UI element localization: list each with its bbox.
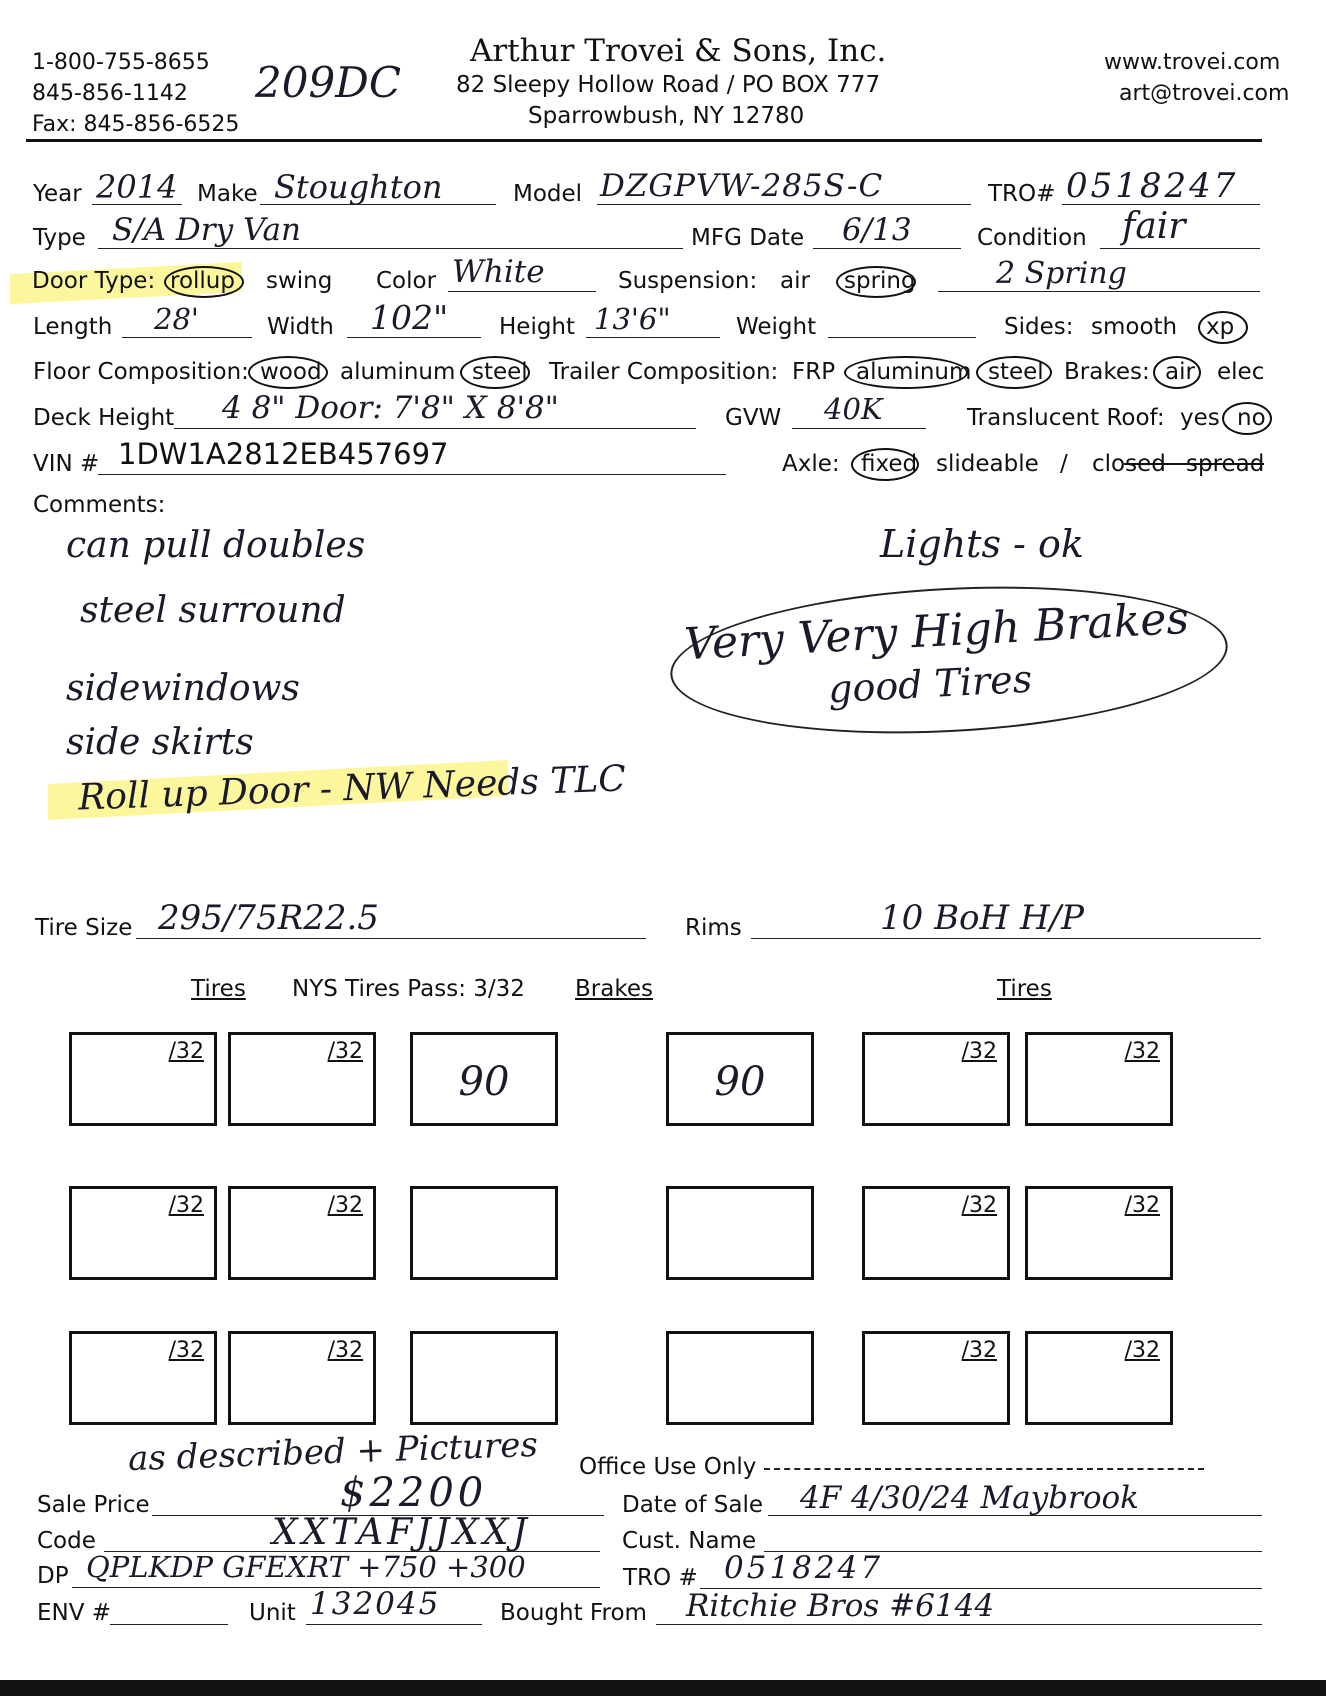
brake-box-r2-left bbox=[410, 1186, 558, 1280]
height-value: 13'6" bbox=[594, 302, 671, 336]
door-rollup-option: rollup bbox=[170, 268, 235, 294]
tire-box-r1-c6 bbox=[1025, 1032, 1173, 1126]
year-value: 2014 bbox=[96, 168, 178, 206]
vin-line bbox=[98, 474, 726, 475]
tire-fraction: /32 bbox=[1124, 1039, 1160, 1064]
company-name: Arthur Trovei & Sons, Inc. bbox=[470, 33, 887, 69]
bought-from-line bbox=[656, 1624, 1262, 1625]
width-value: 102" bbox=[370, 298, 449, 337]
floor-wood-circle bbox=[248, 356, 328, 389]
tire-box-r3-c5 bbox=[862, 1331, 1010, 1425]
code-value: XXTAFJJXXJ bbox=[272, 1512, 531, 1553]
width-line bbox=[347, 337, 481, 338]
weight-line bbox=[828, 337, 976, 338]
office-tro-label: TRO # bbox=[623, 1565, 698, 1591]
brake-value: 90 bbox=[458, 1059, 510, 1105]
cust-name-label: Cust. Name bbox=[622, 1528, 757, 1554]
office-tro-value: 0518247 bbox=[724, 1550, 884, 1586]
rims-label: Rims bbox=[685, 915, 742, 941]
brakes-air-circle bbox=[1153, 356, 1201, 389]
date-of-sale-value: 4F 4/30/24 Maybrook bbox=[800, 1480, 1139, 1516]
floor-steel-option: steel bbox=[472, 359, 528, 385]
suspension-spring-circle bbox=[836, 266, 916, 298]
vin-label: VIN # bbox=[33, 451, 100, 477]
scan-edge bbox=[0, 1680, 1326, 1696]
tro-label: TRO# bbox=[988, 181, 1056, 207]
width-label: Width bbox=[267, 314, 334, 340]
tire-fraction: /32 bbox=[1124, 1338, 1160, 1363]
axle-fixed-circle bbox=[851, 448, 919, 481]
tire-box-r1-c5 bbox=[862, 1032, 1010, 1126]
length-line bbox=[122, 337, 252, 338]
floor-wood-option: wood bbox=[260, 359, 322, 385]
height-line bbox=[586, 337, 720, 338]
brake-value: 90 bbox=[714, 1059, 766, 1105]
condition-value: fair bbox=[1122, 206, 1186, 247]
brake-box-r3-left bbox=[410, 1331, 558, 1425]
brakes-label: Brakes: bbox=[1064, 359, 1150, 385]
door-rollup-circle bbox=[164, 266, 244, 298]
tire-fraction: /32 bbox=[327, 1039, 363, 1064]
deck-height-label: Deck Height bbox=[33, 405, 175, 431]
condition-label: Condition bbox=[977, 225, 1087, 251]
axle-spread-option: spread bbox=[1186, 451, 1265, 477]
type-value: S/A Dry Van bbox=[112, 212, 301, 248]
tire-box-r3-c1 bbox=[69, 1331, 217, 1425]
tire-fraction: /32 bbox=[1124, 1193, 1160, 1218]
dp-label: DP bbox=[37, 1563, 69, 1589]
phone-2: 845-856-1142 bbox=[32, 81, 188, 106]
suspension-line bbox=[938, 291, 1260, 292]
sides-smooth-option: smooth bbox=[1091, 314, 1178, 340]
deck-height-value: 4 8" Door: 7'8" X 8'8" bbox=[222, 390, 559, 426]
trailer-composition-label: Trailer Composition: bbox=[549, 359, 779, 385]
sale-price-label: Sale Price bbox=[37, 1492, 150, 1518]
office-use-dashes bbox=[764, 1468, 1204, 1470]
sides-label: Sides: bbox=[1004, 314, 1074, 340]
model-line bbox=[597, 204, 971, 205]
roof-no-circle bbox=[1222, 402, 1272, 435]
dp-value: QPLKDP GFEXRT +750 +300 bbox=[86, 1550, 526, 1584]
brake-box-r1-left bbox=[410, 1032, 558, 1126]
tire-fraction: /32 bbox=[327, 1338, 363, 1363]
brake-box-r3-right bbox=[666, 1331, 814, 1425]
brakes-header: Brakes bbox=[575, 976, 653, 1002]
comment-line-4: side skirts bbox=[66, 722, 254, 763]
length-label: Length bbox=[33, 314, 113, 340]
tire-box-r2-c6 bbox=[1025, 1186, 1173, 1280]
trailer-steel-option: steel bbox=[988, 359, 1044, 385]
comment-line-3: sidewindows bbox=[66, 668, 300, 709]
tire-size-value: 295/75R22.5 bbox=[158, 898, 379, 938]
color-line bbox=[448, 291, 596, 292]
axle-label: Axle: bbox=[782, 451, 840, 477]
handwritten-code: 209DC bbox=[255, 58, 401, 107]
mfg-date-label: MFG Date bbox=[691, 225, 805, 251]
gvw-line bbox=[792, 428, 926, 429]
env-line bbox=[110, 1624, 228, 1625]
sides-xp-option: xp bbox=[1206, 314, 1235, 340]
unit-label: Unit bbox=[249, 1600, 296, 1626]
make-label: Make bbox=[197, 181, 258, 207]
nys-tires-pass: NYS Tires Pass: 3/32 bbox=[292, 976, 525, 1002]
type-label: Type bbox=[33, 225, 86, 251]
tire-fraction: /32 bbox=[168, 1039, 204, 1064]
tire-fraction: /32 bbox=[168, 1193, 204, 1218]
company-address-2: Sparrowbush, NY 12780 bbox=[528, 103, 805, 129]
tire-box-r2-c1 bbox=[69, 1186, 217, 1280]
door-swing-option: swing bbox=[266, 268, 333, 294]
tro-value: 0518247 bbox=[1066, 166, 1239, 206]
suspension-spring-option: spring bbox=[844, 268, 916, 294]
axle-strike-line bbox=[1124, 463, 1264, 465]
model-label: Model bbox=[513, 181, 583, 207]
tire-box-r1-c2 bbox=[228, 1032, 376, 1126]
door-type-label: Door Type: bbox=[32, 268, 156, 294]
unit-line bbox=[306, 1624, 482, 1625]
fax-number: Fax: 845-856-6525 bbox=[32, 112, 240, 137]
type-line bbox=[98, 248, 683, 249]
tire-box-r2-c2 bbox=[228, 1186, 376, 1280]
suspension-air-option: air bbox=[780, 268, 810, 294]
phone-1: 1-800-755-8655 bbox=[32, 50, 210, 75]
office-note: as described + Pictures bbox=[127, 1424, 539, 1480]
tires-right-header: Tires bbox=[997, 976, 1052, 1002]
trailer-frp-option: FRP bbox=[792, 359, 836, 385]
axle-separator: / bbox=[1060, 451, 1068, 477]
code-label: Code bbox=[37, 1528, 96, 1554]
tire-size-line bbox=[136, 938, 646, 939]
company-website: www.trovei.com bbox=[1104, 50, 1281, 75]
tire-size-label: Tire Size bbox=[35, 915, 133, 941]
tire-fraction: /32 bbox=[961, 1039, 997, 1064]
tire-fraction: /32 bbox=[961, 1338, 997, 1363]
brakes-note-line-1: Very Very High Brakes bbox=[683, 592, 1191, 671]
axle-slideable-option: slideable bbox=[936, 451, 1039, 477]
axle-fixed-option: fixed bbox=[861, 451, 918, 477]
condition-line bbox=[1100, 248, 1260, 249]
height-label: Height bbox=[499, 314, 576, 340]
company-address-1: 82 Sleepy Hollow Road / PO BOX 777 bbox=[456, 72, 881, 98]
suspension-label: Suspension: bbox=[618, 268, 758, 294]
mfg-date-value: 6/13 bbox=[842, 212, 912, 248]
rims-line bbox=[751, 938, 1261, 939]
tire-box-r1-c1 bbox=[69, 1032, 217, 1126]
suspension-note: 2 Spring bbox=[996, 256, 1127, 291]
bought-from-value: Ritchie Bros #6144 bbox=[686, 1588, 995, 1624]
make-value: Stoughton bbox=[274, 168, 443, 206]
rims-value: 10 BoH H/P bbox=[880, 898, 1084, 938]
brakes-elec-option: elec bbox=[1217, 359, 1265, 385]
tire-box-r3-c6 bbox=[1025, 1331, 1173, 1425]
roof-yes-option: yes bbox=[1180, 405, 1220, 431]
floor-composition-label: Floor Composition: bbox=[33, 359, 249, 385]
floor-steel-circle bbox=[460, 356, 530, 389]
tires-left-header: Tires bbox=[191, 976, 246, 1002]
translucent-roof-label: Translucent Roof: bbox=[967, 405, 1165, 431]
gvw-label: GVW bbox=[725, 405, 782, 431]
sides-xp-circle bbox=[1198, 311, 1248, 344]
tire-fraction: /32 bbox=[327, 1193, 363, 1218]
vin-value: 1DW1A2812EB457697 bbox=[118, 437, 449, 471]
deck-height-line bbox=[174, 428, 696, 429]
comment-line-5: Roll up Door - NW Needs TLC bbox=[77, 758, 627, 819]
trailer-steel-circle bbox=[976, 356, 1052, 389]
brakes-note-line-2: good Tires bbox=[826, 656, 1034, 712]
tire-fraction: /32 bbox=[961, 1193, 997, 1218]
gvw-value: 40K bbox=[824, 392, 883, 426]
company-email: art@trovei.com bbox=[1119, 81, 1290, 106]
tire-fraction: /32 bbox=[168, 1338, 204, 1363]
sale-price-value: $2200 bbox=[340, 1470, 488, 1516]
mfg-date-line bbox=[813, 248, 961, 249]
brake-box-r2-right bbox=[666, 1186, 814, 1280]
tire-box-r2-c5 bbox=[862, 1186, 1010, 1280]
lights-note: Lights - ok bbox=[880, 522, 1084, 566]
axle-closed-option: closed bbox=[1092, 451, 1166, 477]
brake-box-r1-right bbox=[666, 1032, 814, 1126]
model-value: DZGPVW-285S-C bbox=[600, 168, 884, 204]
date-of-sale-label: Date of Sale bbox=[622, 1492, 763, 1518]
floor-aluminum-option: aluminum bbox=[340, 359, 456, 385]
brakes-air-option: air bbox=[1165, 359, 1195, 385]
year-label: Year bbox=[33, 181, 82, 207]
header-rule bbox=[26, 139, 1262, 142]
color-value: White bbox=[452, 254, 545, 290]
unit-value: 132045 bbox=[310, 1586, 441, 1622]
length-value: 28' bbox=[154, 302, 199, 336]
comments-label: Comments: bbox=[33, 492, 166, 518]
office-use-label: Office Use Only bbox=[579, 1454, 757, 1480]
comment-line-2: steel surround bbox=[80, 590, 346, 631]
comment-line-1: can pull doubles bbox=[66, 525, 366, 566]
roof-no-option: no bbox=[1237, 405, 1266, 431]
tire-box-r3-c2 bbox=[228, 1331, 376, 1425]
weight-label: Weight bbox=[736, 314, 817, 340]
trailer-aluminum-option: aluminum bbox=[856, 359, 972, 385]
env-label: ENV # bbox=[37, 1600, 112, 1626]
color-label: Color bbox=[376, 268, 437, 294]
trailer-aluminum-circle bbox=[844, 356, 968, 389]
bought-from-label: Bought From bbox=[500, 1600, 647, 1626]
